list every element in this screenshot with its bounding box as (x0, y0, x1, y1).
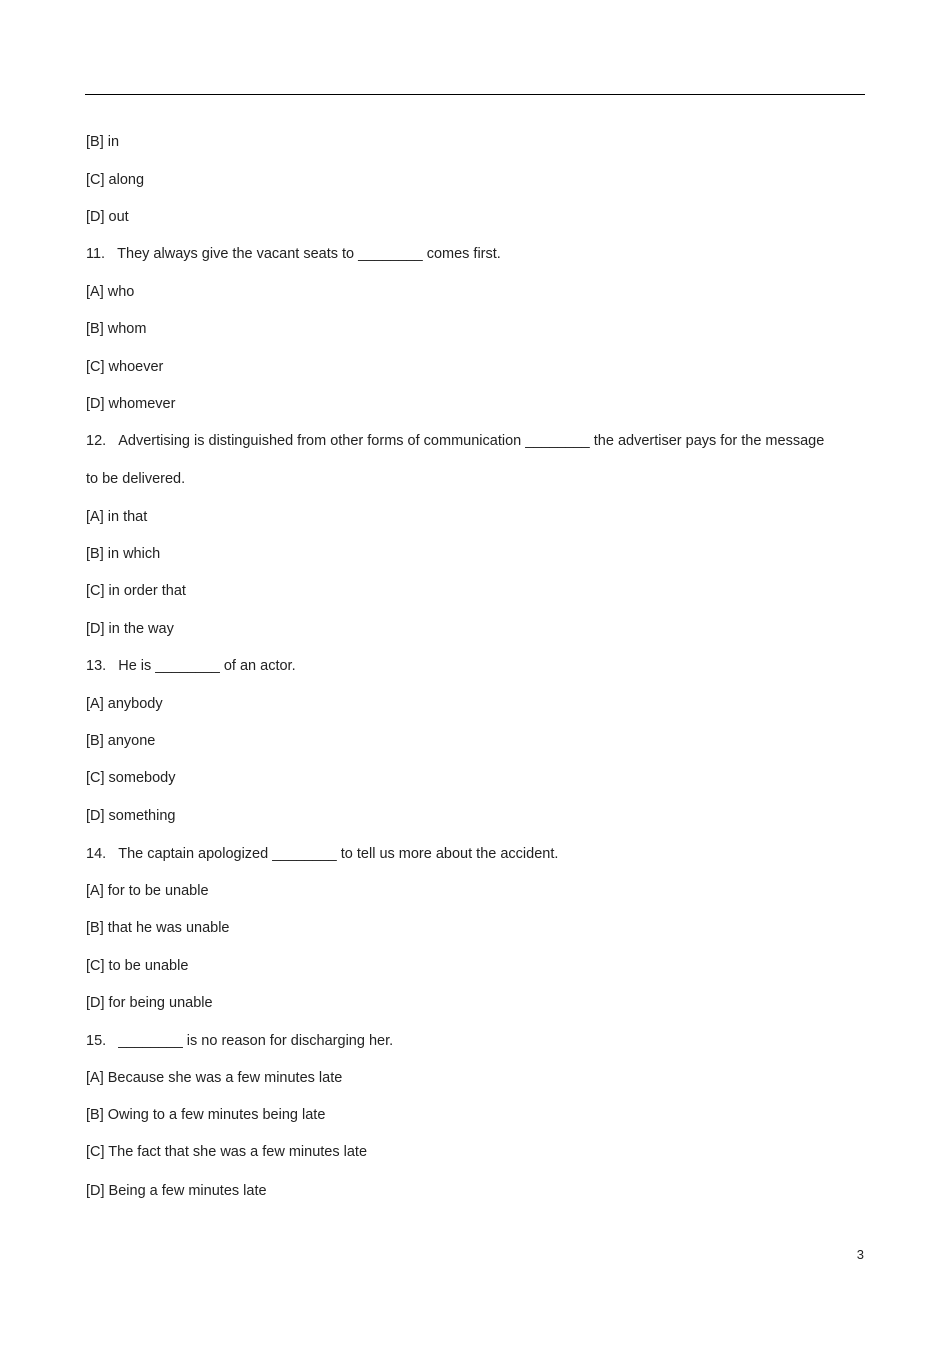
option-c-q13: [C] somebody (86, 770, 176, 786)
option-b-q10: [B] in (86, 134, 120, 150)
question-12-continuation: to be delivered. (86, 471, 186, 487)
question-11: 11. They always give the vacant seats to ________ comes first. (86, 246, 501, 262)
question-15: 15. ________ is no reason for discharging her. (86, 1033, 394, 1049)
option-b-q15: [B] Owing to a few minutes being late (86, 1107, 326, 1123)
question-14: 14. The captain apologized ________ to tell us more about the accident. (86, 846, 559, 862)
option-d-q12: [D] in the way (86, 621, 174, 637)
option-b-q14: [B] that he was unable (86, 920, 230, 936)
option-c-q14: [C] to be unable (86, 958, 189, 974)
option-a-q14: [A] for to be unable (86, 883, 209, 899)
option-c-q15: [C] The fact that she was a few minutes late (86, 1144, 368, 1160)
option-c-q12: [C] in order that (86, 583, 186, 599)
option-c-q11: [C] whoever (86, 359, 164, 375)
option-d-q14: [D] for being unable (86, 995, 213, 1011)
option-d-q11: [D] whomever (86, 396, 176, 412)
option-a-q15: [A] Because she was a few minutes late (86, 1070, 343, 1086)
option-d-q10: [D] out (86, 209, 129, 225)
option-b-q11: [B] whom (86, 321, 147, 337)
question-13: 13. He is ________ of an actor. (86, 658, 296, 674)
option-a-q12: [A] in that (86, 509, 148, 525)
option-a-q11: [A] who (86, 284, 135, 300)
option-d-q13: [D] something (86, 808, 176, 824)
option-c-q10: [C] along (86, 172, 145, 188)
question-12: 12. Advertising is distinguished from other forms of communication ________ the advertiser pays for the message (86, 433, 825, 449)
page-number: 3 (856, 1247, 864, 1262)
option-b-q13: [B] anyone (86, 733, 156, 749)
option-b-q12: [B] in which (86, 546, 161, 562)
option-d-q15: [D] Being a few minutes late (86, 1183, 267, 1199)
header-rule (85, 94, 865, 95)
option-a-q13: [A] anybody (86, 696, 163, 712)
